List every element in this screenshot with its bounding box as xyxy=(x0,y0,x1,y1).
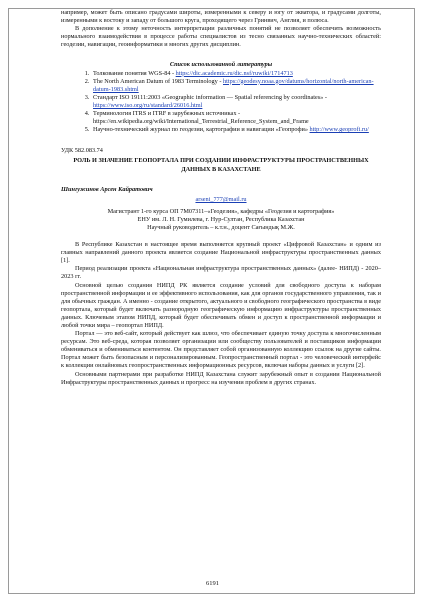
author-name: Шингужинов Арсен Кайратович xyxy=(61,185,153,193)
paragraph: Период реализации проекта «Национальная инфраструктура пространственных данных» (далее- НИПД) - 2020–2023 гг. xyxy=(61,265,381,281)
reference-item: 2. The North American Datum of 1983 Terminology - https://geodesy.noaa.gov/datums/horizontal/north-american-datum-1983.shtml xyxy=(91,78,381,94)
page-number: 6191 xyxy=(206,580,219,587)
paragraph: Основными партнерами при разработке НИПД Казахстана служит зарубежный опыт в создании Национальной Инфраструктуры пространственных данных и прогресс на изучении проблем в других странах. xyxy=(61,370,381,386)
reference-item: 3. Стандарт ISO 19111:2003 «Geographic information — Spatial referencing by coordinates» - https://www.iso.org/ru/standard/26016.html xyxy=(91,94,381,110)
email-link[interactable]: arseni_777@mail.ru xyxy=(195,195,247,203)
article-title: РОЛЬ И ЗНАЧЕНИЕ ГЕОПОРТАЛА ПРИ СОЗДАНИИ ИНФРАСТРУКТУРЫ ПРОСТРАНСТВЕННЫХ ДАННЫХ В КАЗАХСТАНЕ xyxy=(73,157,369,173)
affiliation-line: Научный руководитель – к.т.н., доцент Сағындық М.Ж. xyxy=(147,223,295,231)
references-heading: Список использованной литературы xyxy=(169,61,273,69)
reference-item: 5. Научно-технический журнал по геодезии, картографии и навигации «Геопрофи» http://www.geoprofi.ru/ xyxy=(91,126,381,134)
reference-item: 4. Терминология ITRS и ITRF в зарубежных источниках - https://en.wikipedia.org/wiki/International_Terrestrial_Reference_System_and_Frame xyxy=(91,110,381,126)
paragraph: например, может быть описано градусами широты, измеренными к северу и югу от экватора, и градусами долготы, измеренными к востоку и западу от большого круга, проходящего через Гринвич, Англия, и полюса. xyxy=(61,9,381,25)
paragraph: В Республике Казахстан в настоящее время выполняется крупный проект «Цифровой Казахстан» и одним из главных направлений данного проекта является создание Национальной инфраструктуры пространственных данных [1]. xyxy=(61,241,381,265)
author-email xyxy=(61,196,381,204)
reference-item: 1. Толкование понятия WGS-84 - https://dic.academic.ru/dic.nsf/ruwiki/1714713 xyxy=(91,70,381,78)
reference-link[interactable]: http://www.geoprofi.ru/ xyxy=(309,126,369,134)
affiliation-line: Магистрант 1-го курса ОП 7М07311–«Геодезия», кафедры «Геодезия и картография» xyxy=(107,207,335,215)
page-content xyxy=(61,9,381,387)
udc-code: УДК 582.083.74 xyxy=(61,147,103,155)
reference-link[interactable]: https://dic.academic.ru/dic.nsf/ruwiki/1714713 xyxy=(175,69,293,77)
reference-link[interactable]: https://www.iso.org/ru/standard/26016.html xyxy=(93,101,203,109)
reference-link[interactable]: https://geodesy.noaa.gov/datums/horizontal/north-american-datum-1983.shtml xyxy=(93,77,374,93)
paragraph: В дополнение к этому неточность интерпретации различных понятий не позволяет обеспечить возможность нормального взаимодействия в процессе работы специалистов из тесно связанных научно-технических областей: геодезии, навигации, геоинформатики и многих других дисциплин. xyxy=(61,25,381,49)
references-list xyxy=(61,70,381,135)
document-page xyxy=(8,8,415,594)
paragraph: Портал — это веб-сайт, который действует как шлюз, что обеспечивает единую точку доступа к многочисленным ресурсам. Это веб-среда, которая позволяет организации или сообществу пользователей и поставщиков информации обмениваться и обмениваться контентом. Он представляет собой организованную коллекцию ссылок на другие сайты. Портал может быть безопасным и персонализированным. Геопространственный портал - это человеческий интерфейс к коллекции онлайновых геопространственных информационных ресурсов, включая наборы данных и услуги [2]. xyxy=(61,330,381,370)
paragraph: Основной целью создания НИПД РК является создание условий для свободного доступа к наборам пространственной информации и ее эффективного использования, как для органов государственного управления, так и для обычных граждан. А именно - создание открытого, актуального и свободного географического пространства в виде геопортала, который будет включать разнородную географическую информацию инфраструктуры пространственных данных. Ключевым этапом НИПД, который будет обеспечивать обмен и доступ к пространственной информации и любой точки мира – геопортал НИПД. xyxy=(61,281,381,329)
affiliation-line: ЕНУ им. Л. Н. Гумилева, г. Нур-Султан, Республика Казахстан xyxy=(137,215,305,223)
